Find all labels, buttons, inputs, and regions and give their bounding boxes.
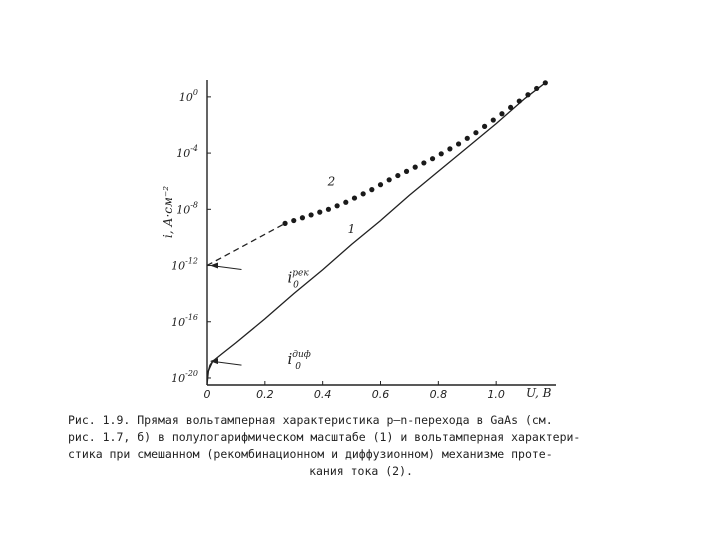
series-2-point	[508, 105, 513, 110]
series-2-point	[326, 207, 331, 212]
series-2-point	[499, 111, 504, 116]
series-2-point	[413, 165, 418, 170]
series-2-extrapolation-line	[207, 223, 285, 265]
series-2-point	[439, 151, 444, 156]
x-tick-label: 0.6	[371, 388, 390, 401]
series-2-point	[387, 177, 392, 182]
series-2-point	[456, 141, 461, 146]
series-2-point	[291, 218, 296, 223]
x-tick-group	[204, 381, 505, 401]
series-2-point	[465, 136, 470, 141]
series-2-point	[421, 160, 426, 165]
axes	[207, 80, 556, 385]
x-tick-label: 0.8	[429, 388, 448, 401]
series-2-point	[369, 187, 374, 192]
y-tick-label: $10^{-20}$	[171, 368, 198, 385]
series-2-point	[361, 191, 366, 196]
series-2-point	[525, 92, 530, 97]
caption-line: стика при смешанном (рекомбинационном и диффузионном) механизме проте-	[68, 447, 553, 461]
series-2-point	[482, 124, 487, 129]
figure-caption	[68, 412, 654, 480]
y-tick-label: $10^{-16}$	[171, 312, 198, 329]
x-tick-label: 0	[203, 388, 211, 401]
series-2-point	[404, 169, 409, 174]
caption-line: кания тока (2).	[309, 464, 413, 478]
series-2-point	[447, 146, 452, 151]
x-tick-label: 1.0	[487, 388, 505, 401]
series-2-point	[395, 173, 400, 178]
series-2-point	[430, 156, 435, 161]
series-2-point	[300, 215, 305, 220]
series-2-point	[517, 98, 522, 103]
series-2-point	[378, 182, 383, 187]
caption-line: Рис. 1.9. Прямая вольтамперная характеристика p—n-перехода в GaAs (см.	[68, 413, 553, 427]
y-tick-group	[171, 88, 211, 385]
curve-label-2: 2	[327, 174, 336, 189]
annotation-layer	[210, 174, 355, 372]
series-2-point	[317, 210, 322, 215]
x-tick-label: 0.2	[256, 388, 274, 401]
series-2-point	[335, 203, 340, 208]
series-2-point	[534, 86, 539, 91]
y-axis-label: i, А·см⁻²	[161, 185, 175, 239]
series-2-point	[309, 212, 314, 217]
current-annotation: $i^{диф}$ 0	[287, 350, 311, 373]
y-tick-label: $10^0$	[178, 87, 198, 104]
curve-label-1: 1	[347, 222, 356, 237]
caption-line: рис. 1.7, б) в полулогарифмическом масштабе (1) и вольтамперная характери-	[68, 430, 581, 444]
series-2-point	[473, 130, 478, 135]
series-2-point	[543, 80, 548, 85]
x-axis-label: U, В	[526, 386, 552, 400]
series-2-point	[343, 200, 348, 205]
series-2-point	[352, 195, 357, 200]
series-layer	[207, 80, 548, 385]
current-annotation: $i^{рек}$ 0	[287, 268, 309, 291]
series-2-point	[491, 117, 496, 122]
y-tick-label: $10^{-12}$	[171, 256, 198, 273]
y-tick-label: $10^{-4}$	[176, 144, 198, 161]
series-1-knee-line	[207, 361, 213, 385]
x-tick-label: 0.4	[313, 388, 332, 401]
series-2-point	[282, 221, 287, 226]
y-tick-label: $10^{-8}$	[176, 200, 198, 217]
series-1-line	[207, 83, 545, 374]
